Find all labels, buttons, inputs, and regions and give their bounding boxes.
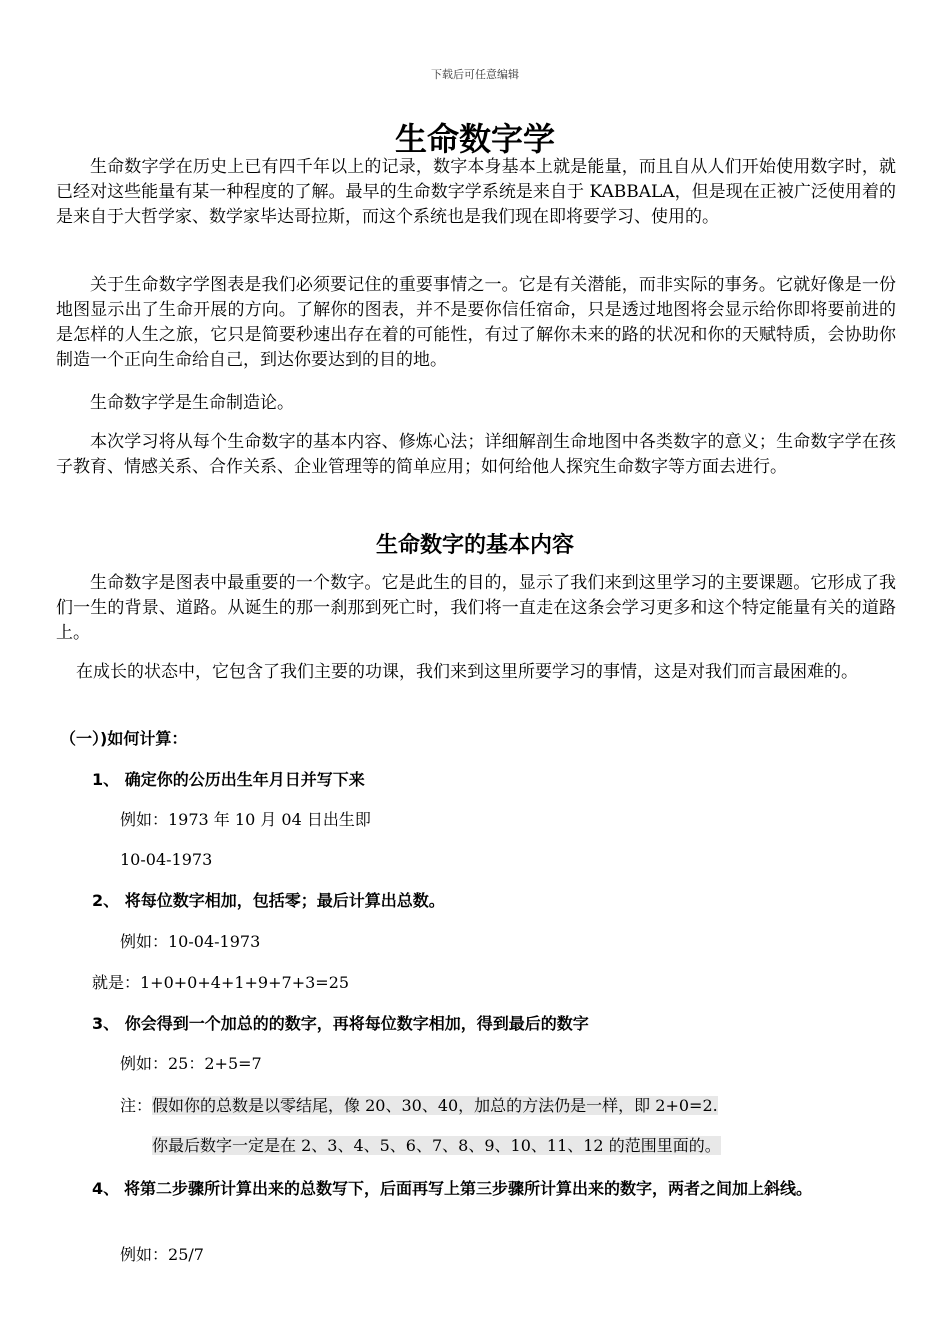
intro-paragraph-3: 生命数字学是生命制造论。 bbox=[90, 393, 294, 413]
how-to-heading: （一）)如何计算： bbox=[60, 729, 188, 748]
page-header: 下载后可任意编辑 bbox=[431, 68, 519, 81]
page-title: 生命数字学 bbox=[394, 120, 555, 158]
intro-paragraph-1: 生命数字学在历史上已有四千年以上的记录，数字本身基本上就是能量，而且自从人们开始使用数字时，就已经对这些能量有某一种程度的了解。最早的生命数字学系统是来自于 KABBALA，但是现在正被广泛使用着的是来自于大哲学家、数学家毕达哥拉斯，而这个系统也是我们现在即将要学习、使用的。 bbox=[56, 157, 896, 227]
section-paragraph-2: 在成长的状态中，它包含了我们主要的功课，我们来到这里所要学习的事情，这是对我们而言最困难的。 bbox=[76, 662, 858, 682]
step-3-note-range bbox=[152, 1134, 721, 1158]
step-1-example: 例如：1973 年 10 月 04 日出生即 bbox=[120, 810, 371, 829]
intro-paragraph-4: 本次学习将从每个生命数字的基本内容、修炼心法；详细解剖生命地图中各类数字的意义；生命数字学在孩子教育、情感关系、合作关系、企业管理等的简单应用；如何给他人探究生命数字等方面去进行。 bbox=[56, 432, 896, 477]
step-1-example-date: 10-04-1973 bbox=[120, 850, 213, 869]
step-2-sum: 就是：1+0+0+4+1+9+7+3=25 bbox=[92, 973, 350, 992]
step-4-example-value: 25/7 bbox=[168, 1245, 204, 1264]
note-range-highlighted-text: 你最后数字一定是在 2、3、4、5、6、7、8、9、10、11、12 的范围里面的。 bbox=[152, 1136, 721, 1155]
step-3-note bbox=[120, 1094, 718, 1118]
step-2: 2、 将每位数字相加，包括零；最后计算出总数。 bbox=[92, 891, 445, 910]
section-title: 生命数字的基本内容 bbox=[375, 533, 574, 558]
step-4-text: 将第二步骤所计算出来的总数写下，后面再写上第三步骤所计算出来的数字，两者之间加上斜线。 bbox=[124, 1179, 813, 1198]
step-4-example bbox=[120, 1243, 204, 1267]
note-prefix: 注： bbox=[120, 1096, 153, 1115]
step-1: 1、 确定你的公历出生年月日并写下来 bbox=[92, 770, 365, 789]
step-4-number: 4、 bbox=[92, 1179, 120, 1198]
step-3-example: 例如：25：2+5=7 bbox=[120, 1054, 262, 1073]
step-2-example: 例如：10-04-1973 bbox=[120, 932, 261, 951]
step-4 bbox=[92, 1176, 902, 1201]
note-highlighted-text: 假如你的总数是以零结尾，像 20、30、40，加总的方法仍是一样，即 2+0=2. bbox=[152, 1096, 718, 1115]
section-paragraph-1: 生命数字是图表中最重要的一个数字。它是此生的目的，显示了我们来到这里学习的主要课题。它形成了我们一生的背景、道路。从诞生的那一刹那到死亡时，我们将一直走在这条会学习更多和这个特定能量有关的道路上。 bbox=[56, 573, 896, 643]
step-3: 3、 你会得到一个加总的的数字，再将每位数字相加，得到最后的数字 bbox=[92, 1014, 589, 1033]
intro-paragraph-2: 关于生命数字学图表是我们必须要记住的重要事情之一。它是有关潜能，而非实际的事务。它就好像是一份地图显示出了生命开展的方向。了解你的图表，并不是要你信任宿命，只是透过地图将会显示给你即将要前进的是怎样的人生之旅，它只是简要秒速出存在着的可能性，有过了解你未来的路的状况和你的天赋特质，会协助你制造一个正向生命给自己，到达你要达到的目的地。 bbox=[56, 275, 896, 370]
step-4-example-prefix: 例如： bbox=[120, 1245, 169, 1264]
